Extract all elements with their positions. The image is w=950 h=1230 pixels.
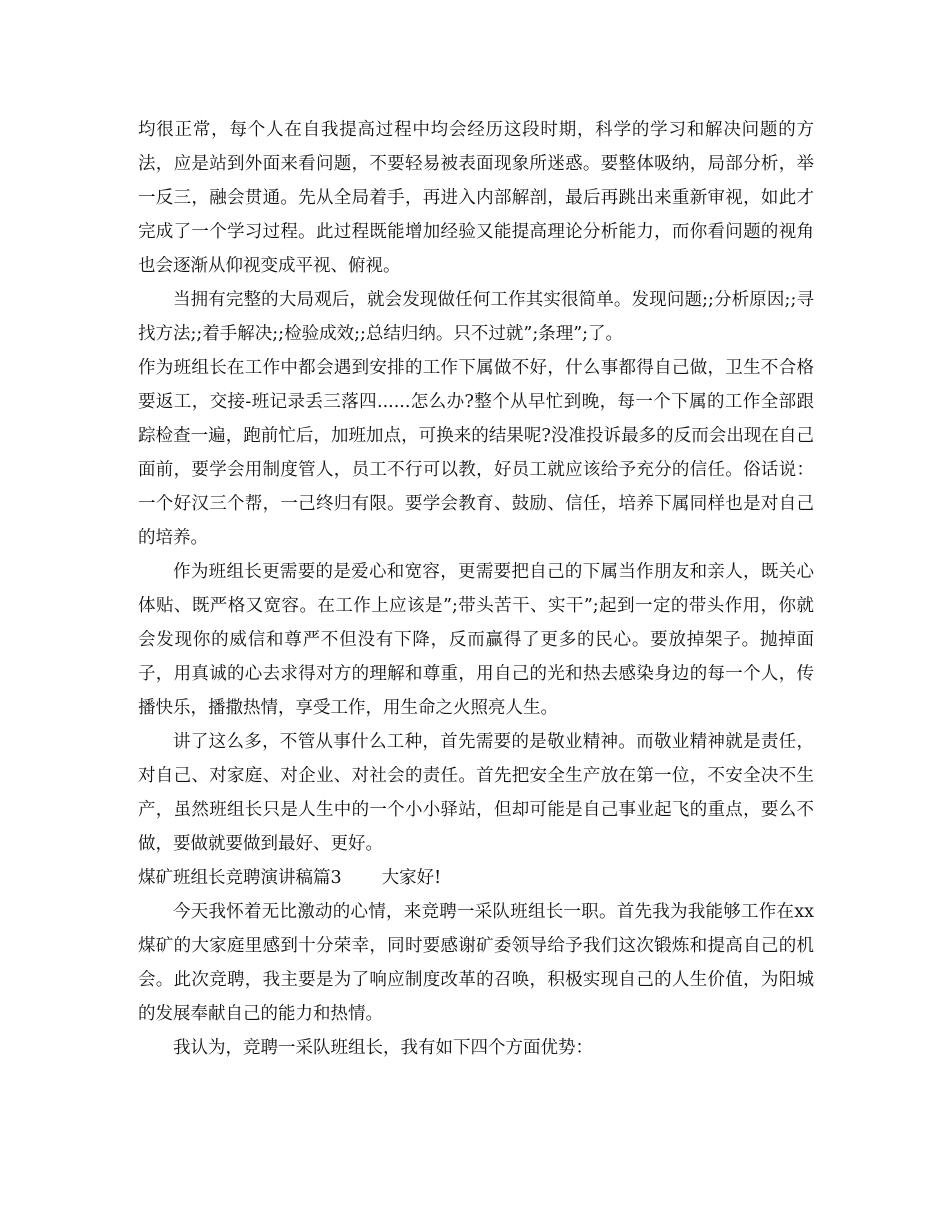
document-page: [138, 113, 814, 1065]
section-heading: 煤矿班组长竞聘演讲稿篇3: [138, 868, 342, 888]
paragraph-6: 今天我怀着无比激动的心情，来竞聘一采队班组长一职。首先我为我能够工作在xx煤矿的大家庭里感到十分荣幸，同时要感谢矿委领导给予我们这次锻炼和提高自己的机会。此次竞聘，我主要是为了响应制度改革的召唤，积极实现自己的人生价值，为阳城的发展奉献自己的能力和热情。: [138, 902, 814, 1024]
paragraph-3: 作为班组长在工作中都会遇到安排的工作下属做不好，什么事都得自己做，卫生不合格要返工，交接-班记录丢三落四......怎么办?整个从早忙到晚，每一个下属的工作全部跟踪检查一遍，跑前忙后，加班加点，可换来的结果呢?没准投诉最多的反而会出现在自己面前，要学会用制度管人，员工不行可以教，好员工就应该给予充分的信任。俗话说：一个好汉三个帮，一己终归有限。要学会教育、鼓励、信任，培养下属同样也是对自己的培养。: [138, 358, 814, 548]
paragraph-2: 当拥有完整的大局观后，就会发现做任何工作其实很简单。发现问题;;分析原因;;寻找方法;;着手解决;;检验成效;;总结归纳。只不过就”;条理”;了。: [138, 290, 814, 344]
paragraph-4: 作为班组长更需要的是爱心和宽容，更需要把自己的下属当作朋友和亲人，既关心体贴、既严格又宽容。在工作上应该是”;带头苦干、实干”;起到一定的带头作用，你就会发现你的威信和尊严不但没有下降，反而赢得了更多的民心。要放掉架子。抛掉面子，用真诚的心去求得对方的理解和尊重，用自己的光和热去感染身边的每一个人，传播快乐，播撒热情，享受工作，用生命之火照亮人生。: [138, 562, 814, 718]
section-heading-line: [138, 861, 814, 895]
paragraph-7: 我认为，竞聘一采队班组长，我有如下四个方面优势：: [173, 1038, 593, 1058]
paragraph-1: 均很正常，每个人在自我提高过程中均会经历这段时期，科学的学习和解决问题的方法，应是站到外面来看问题，不要轻易被表面现象所迷惑。要整体吸纳，局部分析，举一反三，融会贯通。先从全局着手，再进入内部解剖，最后再跳出来重新审视，如此才完成了一个学习过程。此过程既能增加经验又能提高理论分析能力，而你看问题的视角也会逐渐从仰视变成平视、俯视。: [138, 120, 814, 276]
greeting: 大家好!: [381, 868, 442, 888]
paragraph-5: 讲了这么多，不管从事什么工种，首先需要的是敬业精神。而敬业精神就是责任，对自己、对家庭、对企业、对社会的责任。首先把安全生产放在第一位，不安全决不生产，虽然班组长只是人生中的一个小小驿站，但却可能是自己事业起飞的重点，要么不做，要做就要做到最好、更好。: [138, 732, 814, 854]
